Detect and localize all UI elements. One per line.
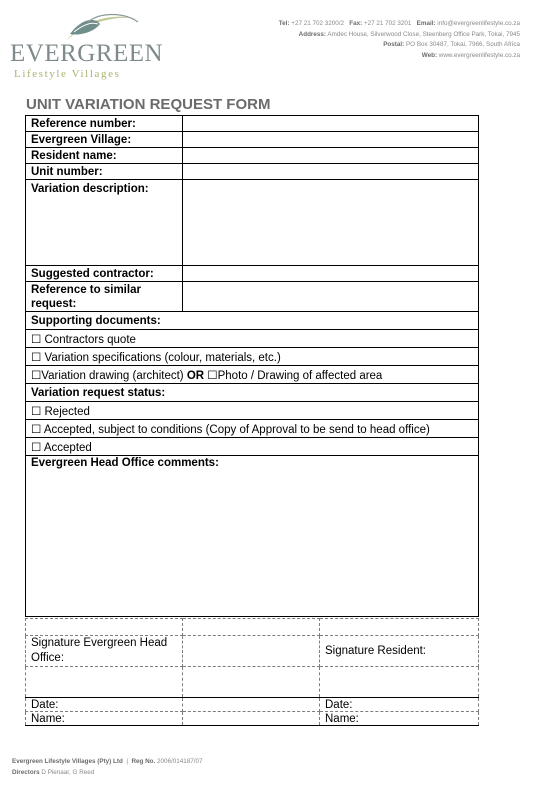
contact-line-postal <box>279 40 520 51</box>
doc-contractors-quote-checkbox[interactable]: ☐ Contractors quote <box>26 330 479 348</box>
reference-number-field[interactable] <box>183 116 479 132</box>
contact-line-phone <box>279 19 520 30</box>
page-footer <box>12 757 203 778</box>
head-office-signature-label: Signature Evergreen Head Office: <box>26 636 183 667</box>
status-heading: Variation request status: <box>26 384 479 402</box>
fax-label: Fax: <box>349 20 363 27</box>
contact-line-web <box>279 51 520 62</box>
doc-drawing-or: OR <box>186 369 205 382</box>
suggested-contractor-label: Suggested contractor: <box>26 266 183 282</box>
sig-spacer-cell <box>26 667 183 698</box>
brand-tagline: Lifestyle Villages <box>14 68 121 80</box>
supporting-documents-heading: Supporting documents: <box>26 312 479 330</box>
doc-specifications-checkbox[interactable]: ☐ Variation specifications (colour, materials, etc.) <box>26 348 479 366</box>
head-office-name-field[interactable]: Name: <box>26 712 183 726</box>
head-office-comments-label: Evergreen Head Office comments: <box>31 457 219 469</box>
footer-company: Evergreen Lifestyle Villages (Pty) Ltd <box>12 758 123 765</box>
sig-spacer-cell <box>26 619 183 636</box>
footer-separator: | <box>126 758 128 765</box>
resident-date-field[interactable]: Date: <box>320 698 479 712</box>
company-logo <box>10 10 164 80</box>
sig-spacer-cell <box>183 619 320 636</box>
reference-similar-label: Reference to similar request: <box>26 282 183 312</box>
village-field[interactable] <box>183 132 479 148</box>
brand-name: EVERGREEN <box>10 40 164 67</box>
resident-name-sig-field[interactable]: Name: <box>320 712 479 726</box>
variation-description-field[interactable] <box>183 180 479 266</box>
postal-label: Postal: <box>383 41 405 48</box>
tel-value: +27 21 702 3200/2 <box>291 20 344 27</box>
status-rejected-checkbox[interactable]: ☐ Rejected <box>26 402 479 420</box>
status-accepted-checkbox[interactable]: ☐ Accepted <box>26 438 479 456</box>
suggested-contractor-field[interactable] <box>183 266 479 282</box>
footer-directors-line <box>12 768 203 779</box>
resident-signature-label: Signature Resident: <box>320 636 479 667</box>
unit-number-label: Unit number: <box>26 164 183 180</box>
signature-table <box>25 618 479 726</box>
doc-drawing-row <box>26 366 479 384</box>
address-label: Address: <box>298 30 326 38</box>
email-label: Email: <box>416 20 436 27</box>
contact-block <box>279 19 520 61</box>
web-value: www.evergreenlifestyle.co.za <box>438 51 520 59</box>
form-title: UNIT VARIATION REQUEST FORM <box>26 96 271 113</box>
footer-reg-number: 2006/014187/07 <box>157 758 203 765</box>
footer-directors-label: Directors <box>12 768 40 776</box>
doc-drawing-architect-checkbox[interactable]: ☐Variation drawing (architect) <box>31 369 184 382</box>
head-office-comments-field[interactable] <box>26 456 479 617</box>
reference-similar-field[interactable] <box>183 282 479 312</box>
email-value: info@evergreenlifestyle.co.za <box>437 20 520 27</box>
fax-value: +27 21 702 3201 <box>363 20 412 27</box>
footer-company-line <box>12 757 203 768</box>
footer-directors: D Pienaar, G Reed <box>41 768 95 776</box>
head-office-date-field[interactable]: Date: <box>26 698 183 712</box>
address-value: Amdec House, Silverwood Close, Steenberg Office Park, Tokai, 7945 <box>327 30 520 38</box>
sig-spacer-cell <box>183 712 320 726</box>
resident-name-field[interactable] <box>183 148 479 164</box>
contact-line-address <box>279 30 520 41</box>
tel-label: Tel: <box>278 20 290 27</box>
status-conditional-checkbox[interactable]: ☐ Accepted, subject to conditions (Copy of Approval to be send to head office) <box>26 420 479 438</box>
unit-number-field[interactable] <box>183 164 479 180</box>
web-label: Web: <box>421 51 438 59</box>
reference-number-label: Reference number: <box>26 116 183 132</box>
sig-spacer-cell <box>183 667 320 698</box>
footer-reg-label: Reg No. <box>131 758 156 765</box>
sig-spacer-cell <box>183 698 320 712</box>
resident-name-label: Resident name: <box>26 148 183 164</box>
head-office-signature-field[interactable] <box>183 636 320 667</box>
doc-drawing-photo-checkbox[interactable]: ☐Photo / Drawing of affected area <box>207 369 383 382</box>
request-form-table <box>25 115 479 617</box>
resident-signature-field[interactable] <box>320 667 479 698</box>
sig-spacer-cell <box>320 619 479 636</box>
variation-description-label: Variation description: <box>26 180 183 266</box>
village-label: Evergreen Village: <box>26 132 183 148</box>
postal-value: PO Box 30487, Tokai, 7966, South Africa <box>405 41 520 48</box>
